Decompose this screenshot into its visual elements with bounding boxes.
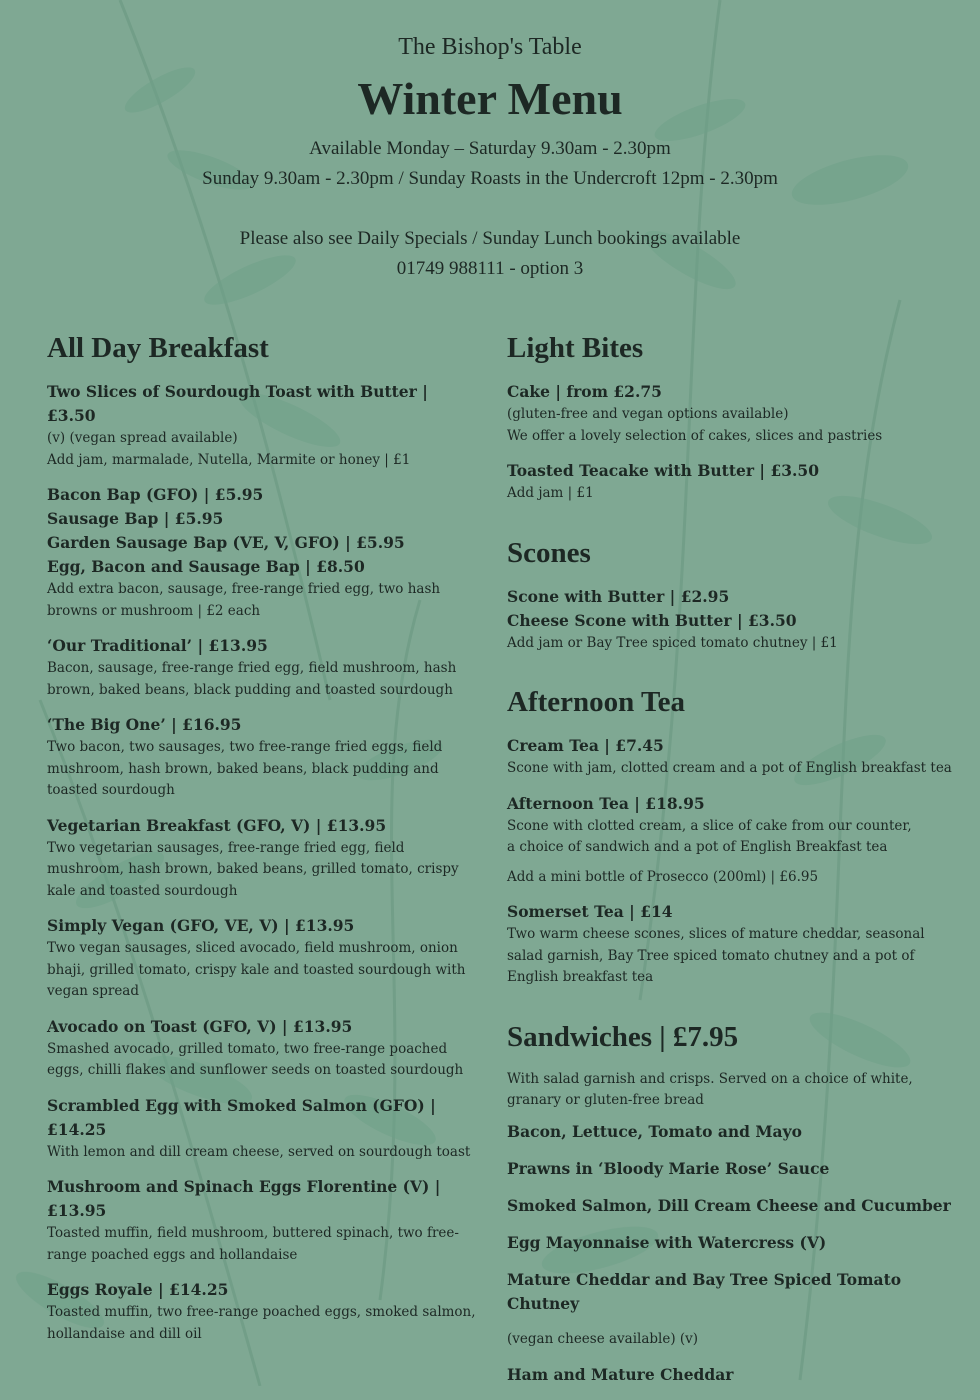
item-title: Garden Sausage Bap (VE, V, GFO) | £5.95 [47, 533, 405, 552]
item-desc: Scone with jam, clotted cream and a pot of English breakfast tea [507, 760, 952, 776]
item-desc: Two vegan sausages, sliced avocado, field mushroom, onion bhaji, grilled tomato, crispy kale and toasted sourdough with vegan spread [47, 940, 466, 999]
menu-item [507, 900, 957, 989]
hours-sunday: Sunday 9.30am - 2.30pm / Sunday Roasts in the Undercroft 12pm - 2.30pm [202, 168, 778, 189]
item-desc: Two bacon, two sausages, two free-range fried eggs, field mushroom, hash brown, baked beans, black pudding and toasted sourdough [47, 739, 443, 798]
item-title: Toasted Teacake with Butter | £3.50 [507, 461, 819, 480]
sandwich-item: Egg Mayonnaise with Watercress (V) [507, 1232, 827, 1252]
item-desc: (gluten-free and vegan options available) [507, 406, 789, 422]
menu-item [507, 380, 957, 447]
item-desc: Add extra bacon, sausage, free-range fried egg, two hash browns or mushroom | £2 each [47, 581, 441, 619]
item-title: Scone with Butter | £2.95 [507, 586, 730, 606]
item-title: Eggs Royale | £14.25 [47, 1280, 229, 1299]
section-title-scones: Scones [507, 536, 591, 569]
menu-item [47, 914, 477, 1003]
item-title: Vegetarian Breakfast (GFO, V) | £13.95 [47, 815, 387, 835]
hours-weekday: Available Monday – Saturday 9.30am - 2.30pm [309, 138, 671, 159]
item-desc: Smashed avocado, grilled tomato, two free-range poached eggs, chilli flakes and sunflower seeds on toasted sourdough [47, 1040, 464, 1078]
item-desc: Toasted muffin, field mushroom, buttered spinach, two free-range poached eggs and hollandaise [47, 1225, 459, 1263]
item-desc: Add jam | £1 [507, 485, 594, 501]
item-title: Avocado on Toast (GFO, V) | £13.95 [47, 1016, 353, 1036]
right-column [507, 330, 957, 1400]
item-desc: Add a mini bottle of Prosecco (200ml) | £6.95 [507, 868, 819, 885]
item-desc: We offer a lovely selection of cakes, slices and pastries [507, 427, 883, 444]
phone-number: 01749 988111 - option 3 [396, 258, 584, 279]
item-title: Afternoon Tea | £18.95 [507, 793, 705, 813]
section-title-breakfast: All Day Breakfast [47, 332, 269, 364]
sandwich-item: Mature Cheddar and Bay Tree Spiced Tomato Chutney [507, 1269, 902, 1313]
menu-item [507, 734, 957, 780]
item-title: Cake | from £2.75 [507, 382, 662, 401]
menu-item [47, 483, 477, 622]
item-title: ‘The Big One’ | £16.95 [47, 715, 242, 734]
menu-title: Winter Menu [357, 73, 623, 124]
item-title: Scrambled Egg with Smoked Salmon (GFO) | £14.25 [47, 1095, 436, 1139]
item-desc: Bacon, sausage, free-range fried egg, field mushroom, hash brown, baked beans, black pudding and toasted sourdough [47, 660, 457, 698]
sandwich-item: Ham and Mature Cheddar [507, 1365, 734, 1384]
menu-item [47, 713, 477, 802]
item-title: Sausage Bap | £5.95 [47, 509, 224, 528]
item-title: Cheese Scone with Butter | £3.50 [507, 610, 797, 630]
sandwiches-intro: With salad garnish and crisps. Served on a choice of white, granary or gluten-free bread [507, 1070, 913, 1108]
item-desc: Two vegetarian sausages, free-range fried egg, field mushroom, hash brown, baked beans, grilled tomato, crispy kale and toasted sourdough [47, 839, 459, 899]
sandwich-item: Bacon, Lettuce, Tomato and Mayo [507, 1121, 802, 1141]
item-desc: With lemon and dill cream cheese, served on sourdough toast [47, 1143, 471, 1160]
item-title: Bacon Bap (GFO) | £5.95 [47, 485, 264, 504]
section-title-sandwiches: Sandwiches | £7.95 [507, 1020, 739, 1053]
menu-item [47, 814, 477, 903]
item-title: Cream Tea | £7.45 [507, 736, 664, 755]
menu-item [47, 1094, 477, 1164]
item-title: Somerset Tea | £14 [507, 902, 673, 921]
specials-note: Please also see Daily Specials / Sunday Lunch bookings available [239, 228, 741, 249]
item-desc: Add jam or Bay Tree spiced tomato chutney | £1 [507, 634, 838, 651]
item-desc: Add jam, marmalade, Nutella, Marmite or honey | £1 [47, 451, 411, 468]
item-title: Mushroom and Spinach Eggs Florentine (V) | £13.95 [47, 1177, 441, 1220]
sandwich-item: Prawns in ‘Bloody Marie Rose’ Sauce [507, 1158, 830, 1178]
breakfast-column [47, 330, 477, 1357]
item-title: Simply Vegan (GFO, VE, V) | £13.95 [47, 916, 355, 935]
item-title: Two Slices of Sourdough Toast with Butter | £3.50 [47, 382, 428, 425]
section-title-afternoon-tea: Afternoon Tea [507, 686, 686, 718]
item-desc: Toasted muffin, two free-range poached eggs, smoked salmon, hollandaise and dill oil [47, 1304, 476, 1342]
item-title: ‘Our Traditional’ | £13.95 [47, 636, 268, 655]
section-title-light-bites: Light Bites [507, 332, 644, 364]
menu-item [47, 1278, 477, 1345]
menu-item [47, 1015, 477, 1082]
item-desc: Scone with clotted cream, a slice of cake from our counter, [507, 817, 912, 834]
menu-item [47, 634, 477, 701]
sandwich-note: (vegan cheese available) (v) [507, 1330, 699, 1347]
menu-item [507, 585, 957, 655]
item-title: Egg, Bacon and Sausage Bap | £8.50 [47, 557, 365, 576]
menu-item [47, 380, 477, 471]
item-desc: Two warm cheese scones, slices of mature cheddar, seasonal salad garnish, Bay Tree spiced tomato chutney and a pot of English breakfast tea [507, 926, 925, 985]
venue-name: The Bishop's Table [398, 34, 582, 60]
menu-item [47, 1175, 477, 1266]
menu-item [507, 792, 957, 889]
sandwich-item: Smoked Salmon, Dill Cream Cheese and Cucumber [507, 1195, 951, 1215]
menu-item [507, 459, 957, 505]
item-desc: a choice of sandwich and a pot of English Breakfast tea [507, 839, 888, 855]
item-desc: (v) (vegan spread available) [47, 430, 238, 446]
menu-header [0, 0, 980, 284]
